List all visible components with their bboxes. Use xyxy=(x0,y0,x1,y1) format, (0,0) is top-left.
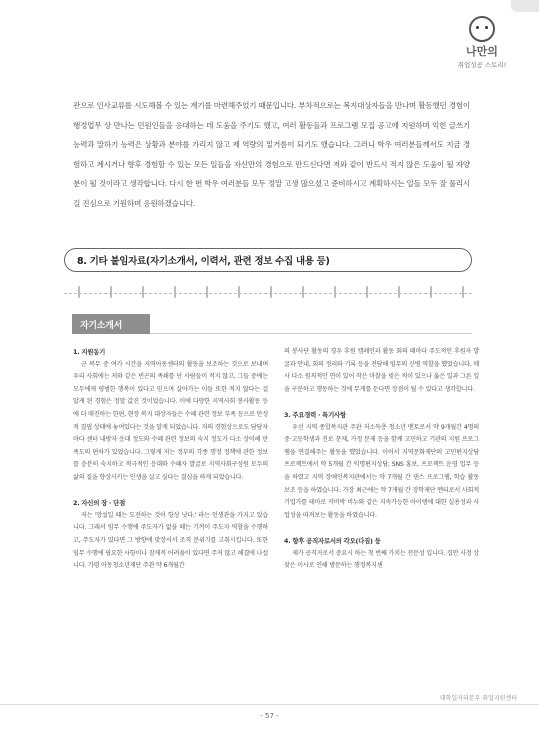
binder-ring xyxy=(206,286,208,298)
category-underline xyxy=(150,333,472,334)
heading-strengths: 2. 자신의 장 · 단점 xyxy=(73,499,125,508)
binder-line xyxy=(64,293,472,294)
binder-ring xyxy=(398,286,400,298)
heading-career: 3. 주요경력 · 특기사항 xyxy=(284,410,346,419)
heading-motivation: 1. 지원동기 xyxy=(73,348,106,356)
paragraph-strengths: 저는 '망설일 때는 도전하는 것이 항상 낫다.' 라는 인생관을 가지고 있습니다. 그래서 임무 수행에 주도자가 없을 때는 기꺼이 주도자 역할을 수행하고, 주도자가 있다면 그 방향에 맞장서서 조직 분위기를 고취시킵니다. 또한 임무 수행에 필요한 사항이나 잠재적 어려움이 있다면 주저 않고 해결에 나섭니다. 가령 아동청소년재단 주관 약 6개월간 xyxy=(73,511,268,570)
category-tag: 자기소개서 xyxy=(72,314,150,334)
binder-ring xyxy=(142,286,144,298)
binder-ring xyxy=(430,286,432,298)
binder-ring xyxy=(174,286,176,298)
logo-title: 나만의 xyxy=(466,45,498,58)
page-number: - 57 - xyxy=(260,712,279,720)
mascot-icon xyxy=(469,16,495,42)
logo xyxy=(447,16,517,68)
corner-decoration xyxy=(511,0,539,12)
binder-ring xyxy=(366,286,368,298)
section-header xyxy=(64,248,472,272)
footer-organization: 대학일자리본부 취업지원센터 xyxy=(439,695,517,702)
binder-ring xyxy=(238,286,240,298)
binder-ring xyxy=(334,286,336,298)
binder-ring xyxy=(270,286,272,298)
paragraph-career: 우선 지역 종합복지관 주관 저소득층 청소년 멘토로서 약 9개월간 4명의 중·고등학생과 진로 문제, 가정 문제 등을 함께 고민하고 기관의 지원 프로그램을 연결해주는 활동을 했었습니다. 이어서 지역문화재단의 고민편지상담 프로젝트에서 약 5개월 간 익명편지상담, SNS 홍보, 프로젝트 운영 업무 등을 하였고 지역 장애인복지관에서는 약 7개월 간 댄스 프로그램, 학습 활동 보조 등을 하였습니다. 가장 최근에는 약 7개월 간 장학재단 멘티로서 사회적 기업가를 테마로 커비박 비누와 같은 지속가능한 아이템에 대한 실용성과 사업성을 따져보는 활동을 하였습니다. xyxy=(284,423,479,519)
paragraph-strengths-continued: 의 봉사단 활동의 경우 후원 캠페인과 활동 회의 때마다 주도적인 후원자 발굴과 안내, 회의 정리와 기록 등을 전담해 임무의 신병 역할을 했었습니다. 매사 다소 원칙적인 면이 있어 작은 마찰을 빚은 적이 있으나 옳은 일과 그른 일을 구분하고 행동하는 것에 무게를 둔다면 장점이 될 수 있다고 생각합니다. xyxy=(284,348,479,393)
heading-resolution: 4. 향후 공직자로서의 각오(다짐) 등 xyxy=(284,536,381,545)
binder-ring xyxy=(110,286,112,298)
paragraph-motivation: 군 복무 중 여가 시간을 지역아동센터의 활동을 보조하는 것으로 보내며 우리 사회에는 저와 같은 빈곤의 족쇄를 단 사람들이 적지 않고, 그들 중에는 모두에게 평범한 행복이 있다고 믿으며 살아가는 이들 또한 적지 않다는 걸 알게 된 경험은 정말 값진 것이었습니다. 이에 다양한 지역사회 봉사활동 등에 더 매진하는 한편, 현장 복지 대상자들은 수혜 관련 정보 부족 등으로 만성적 결핍 상태에 놓여있다는 것을 알게 되었습니다. 저의 경험상으로도 담당자마다 센터 내방자 응대 정도와 수혜 관련 정보의 숙지 정도가 다소 상이해 만족도의 편차가 있었습니다. 그렇게 저는 정부의 각종 행정 정책에 관한 정보를 충분히 숙지하고 적극적인 응대와 수혜자 발굴로 지역사회구성원 모두의 삶의 질을 향상시키는 인생을 살고 싶다는 결심을 하게 되었습니다. xyxy=(73,360,268,481)
binder-ring xyxy=(78,286,80,298)
binder-ring xyxy=(462,286,464,298)
right-column xyxy=(284,346,479,573)
binder-ring xyxy=(302,286,304,298)
footer-line xyxy=(0,704,539,705)
paragraph-resolution: 제가 공직자로서 중요시 하는 첫 번째 가치는 전문성 입니다. 집안 사정 상 잦은 이사로 인해 방문하는 행정복지센 xyxy=(284,549,479,570)
binder-divider xyxy=(64,286,472,300)
section-title: 8. 기타 붙임자료(자기소개서, 이력서, 관련 정보 수집 내용 등) xyxy=(77,256,330,267)
logo-subtitle: 취업성공 스토리! xyxy=(457,61,507,69)
intro-paragraph: 관으로 인사교류를 시도해볼 수 있는 계기를 마련해주었기 때문입니다. 부차적으로는 복지대상자들을 만나며 활동했던 경험이 행정업무 상 만나는 민원인들을 응대하는 데 도움을 주기도 했고, 여러 활동들과 프로그램 모집 공고에 지원하며 익힌 글쓰기 능력과 말하기 능력은 상황과 분야를 가리지 않고 제 역량의 밑거름이 되기도 했습니다. 그러니 학우 여러분들께서도 지금 경험하고 계시거나 향후 경험할 수 있는 모든 일들을 자신만의 경험으로 만드신다면 저와 같이 반드시 적지 않은 도움이 될 자양분이 될 것이라고 생각합니다. 다시 한 번 학우 여러분들 모두 정말 고생 많으셨고 준비하시고 계획하시는 일들 모두 잘 풀리시길 진심으로 기원하며 응원하겠습니다. xyxy=(73,101,470,208)
left-column xyxy=(73,346,268,573)
